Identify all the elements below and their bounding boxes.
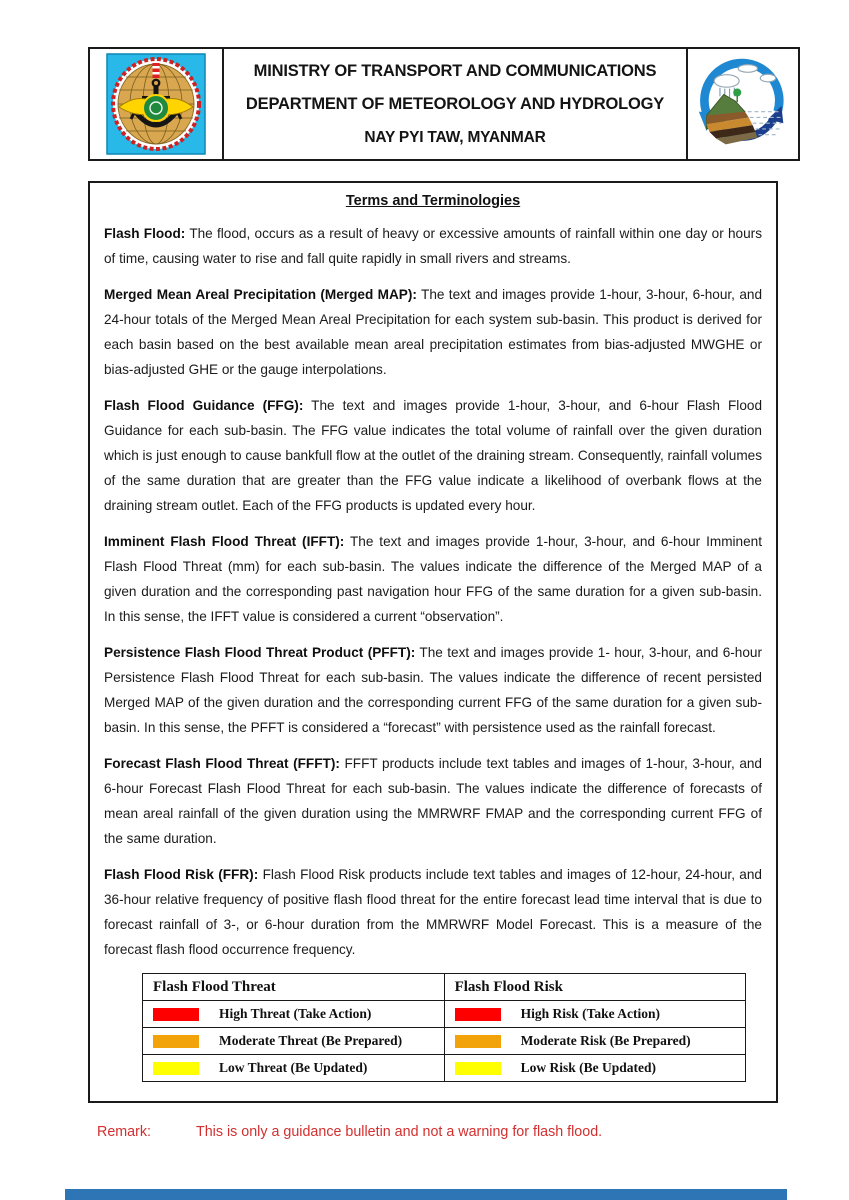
term-definition: The text and images provide 1-hour, 3-hour, and 6-hour Imminent Flash Flood Threat (mm) for each sub-basin. The values indicate the difference of the Merged MAP of a given duration and the corresponding past navigation hour FFG of the same duration for a given sub-basin. In this sense, the IFFT value is considered a current “observation”.: [104, 534, 762, 624]
term-ffft: [104, 751, 762, 851]
page-title: Terms and Terminologies: [345, 193, 521, 209]
term-definition: Flash Flood Risk products include text tables and images of 12-hour, 24-hour, and 36-hour relative frequency of positive flash flood threat for the entire forecast lead time interval that is due to forecast rainfall of 3-, or 6-hour duration from the MMRWRF Model Forecast. This is a measure of the forecast flash flood occurrence frequency.: [104, 867, 762, 957]
ministry-logo-cell: [90, 49, 224, 159]
terms-content-box: [88, 181, 778, 1103]
moderate-threat-label: Moderate Threat (Be Prepared): [219, 1033, 403, 1048]
moderate-risk-swatch: [455, 1035, 501, 1048]
water-cycle-icon: [695, 56, 791, 152]
moderate-threat-swatch: [153, 1035, 199, 1048]
moderate-risk-label: Moderate Risk (Be Prepared): [520, 1033, 691, 1048]
term-label: Persistence Flash Flood Threat Product (PFFT):: [104, 645, 416, 660]
table-header-row: [143, 974, 746, 1001]
low-threat-swatch: [153, 1062, 199, 1075]
term-label: Merged Mean Areal Precipitation (Merged MAP):: [104, 287, 417, 302]
term-label: Forecast Flash Flood Threat (FFFT):: [104, 756, 340, 771]
hydrology-logo-cell: [686, 49, 798, 159]
table-row: [143, 1001, 746, 1028]
term-merged-map: [104, 282, 762, 382]
ministry-emblem-icon: [106, 53, 206, 155]
high-threat-swatch: [153, 1008, 199, 1021]
term-definition: The text and images provide 1- hour, 3-hour, and 6-hour Persistence Flash Flood Threat for each sub-basin. The values indicate the difference of recent persisted Merged MAP of the given duration and the corresponding current FFG of the same duration for a given sub-basin. In this sense, the PFFT is considered a “forecast” with persistence used as the rainfall forecast.: [104, 645, 763, 735]
header-titles: [224, 49, 686, 159]
term-label: Flash Flood Risk (FFR):: [104, 867, 259, 882]
term-label: Imminent Flash Flood Threat (IFFT):: [104, 534, 345, 549]
low-threat-label: Low Threat (Be Updated): [219, 1060, 368, 1075]
high-risk-label: High Risk (Take Action): [520, 1006, 660, 1021]
low-risk-swatch: [455, 1062, 501, 1075]
high-risk-swatch: [455, 1008, 501, 1021]
threat-risk-legend-table: [142, 973, 746, 1082]
term-definition: The flood, occurs as a result of heavy or excessive amounts of rainfall within one day or hours of time, causing water to rise and fall quite rapidly in small rivers and streams.: [104, 226, 762, 266]
term-pfft: [104, 640, 762, 740]
term-flash-flood: [104, 221, 762, 271]
term-definition: The text and images provide 1-hour, 3-hour, 6-hour, and 24-hour totals of the Merged Mean Areal Precipitation for each system sub-basin. This product is derived for each basin based on the best available mean areal precipitation estimates from bias-adjusted MWGHE or bias-adjusted GHE or the gauge interpolations.: [104, 287, 763, 377]
column-header-risk: Flash Flood Risk: [444, 974, 745, 1001]
term-ifft: [104, 529, 762, 629]
term-definition: FFFT products include text tables and images of 1-hour, 3-hour, and 6-hour Forecast Flash Flood Threat for each sub-basin. The values indicate the difference of forecasts of mean areal rainfall of the given duration using the MMRWRF FMAP and the corresponding current FFG of the same duration.: [104, 756, 762, 846]
next-page-header-bar: [65, 1189, 787, 1200]
remark-text: This is only a guidance bulletin and not a warning for flash flood.: [196, 1124, 603, 1140]
location-name: NAY PYI TAW, MYANMAR: [364, 128, 546, 146]
table-row: [143, 1028, 746, 1055]
table-row: [143, 1055, 746, 1082]
department-name: DEPARTMENT OF METEOROLOGY AND HYDROLOGY: [245, 94, 665, 113]
term-label: Flash Flood Guidance (FFG):: [104, 398, 304, 413]
term-definition: The text and images provide 1-hour, 3-hour, and 6-hour Flash Flood Guidance for each sub-basin. The FFG value indicates the total volume of rainfall over the given duration which is just enough to cause bankfull flow at the outlet of the draining stream. Consequently, rainfall volumes of the same duration that are greater than the FFG value indicate a likelihood of overbank flows at the draining stream outlet. Each of the FFG products is updated every hour.: [104, 398, 763, 513]
document-header: [88, 47, 800, 161]
low-risk-label: Low Risk (Be Updated): [520, 1060, 656, 1075]
remark-note: [97, 1122, 602, 1142]
term-ffg: [104, 393, 762, 518]
high-threat-label: High Threat (Take Action): [219, 1006, 372, 1021]
remark-label: Remark:: [97, 1124, 152, 1140]
term-ffr: [104, 862, 762, 962]
term-label: Flash Flood:: [104, 226, 186, 241]
column-header-threat: Flash Flood Threat: [143, 974, 445, 1001]
ministry-name: MINISTRY OF TRANSPORT AND COMMUNICATIONS: [253, 61, 657, 80]
